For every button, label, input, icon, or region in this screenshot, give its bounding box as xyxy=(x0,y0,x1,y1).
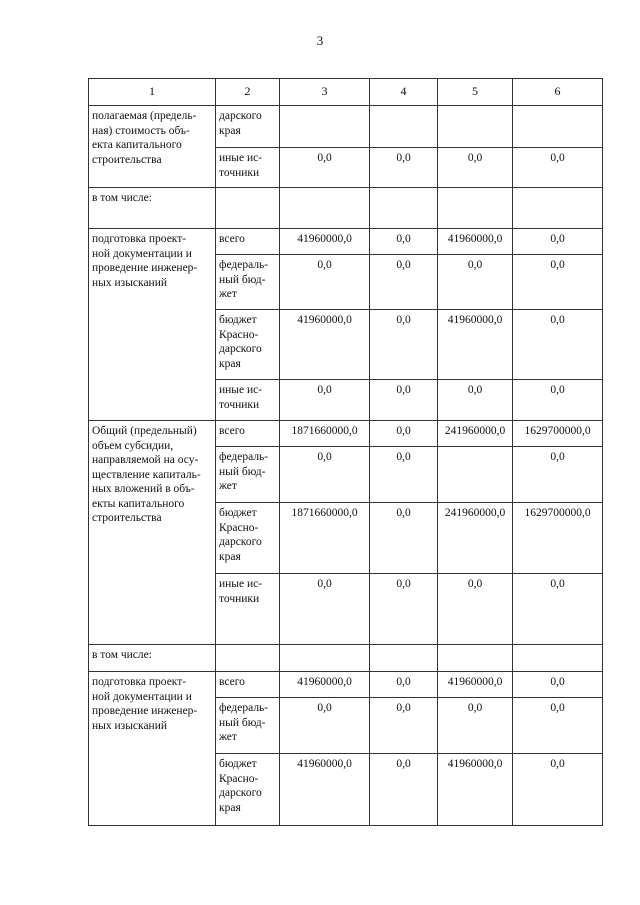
value-cell: 0,0 xyxy=(370,754,438,826)
funding-source: всего xyxy=(216,421,280,447)
section-label: подготовка проект- ной документации и проведение инженер- ных изысканий xyxy=(89,229,216,421)
value-cell: 41960000,0 xyxy=(280,310,370,380)
funding-source: бюджет Красно- дарского края xyxy=(216,754,280,826)
column-number: 6 xyxy=(513,79,603,106)
value-cell: 0,0 xyxy=(513,148,603,188)
value-cell: 0,0 xyxy=(513,310,603,380)
empty-cell xyxy=(280,645,370,672)
empty-cell xyxy=(216,645,280,672)
value-cell: 0,0 xyxy=(513,380,603,421)
value-cell: 0,0 xyxy=(513,754,603,826)
value-cell: 0,0 xyxy=(513,447,603,503)
value-cell: 1629700000,0 xyxy=(513,421,603,447)
value-cell: 41960000,0 xyxy=(438,310,513,380)
funding-source: дарского края xyxy=(216,106,280,148)
section-label: в том числе: xyxy=(89,645,216,672)
table-row xyxy=(89,188,603,229)
value-cell: 0,0 xyxy=(513,255,603,310)
value-cell: 0,0 xyxy=(438,380,513,421)
funding-source: федераль- ный бюд- жет xyxy=(216,255,280,310)
section-label: в том числе: xyxy=(89,188,216,229)
value-cell: 1871660000,0 xyxy=(280,503,370,574)
table-row xyxy=(89,672,603,698)
empty-cell xyxy=(370,188,438,229)
value-cell: 0,0 xyxy=(438,148,513,188)
value-cell: 0,0 xyxy=(438,574,513,645)
empty-cell xyxy=(513,645,603,672)
empty-cell xyxy=(280,188,370,229)
funding-source: иные ис- точники xyxy=(216,148,280,188)
table-row xyxy=(89,106,603,148)
funding-source: всего xyxy=(216,229,280,255)
value-cell xyxy=(280,106,370,148)
column-number: 3 xyxy=(280,79,370,106)
empty-cell xyxy=(216,188,280,229)
section-label: полагаемая (предель- ная) стоимость объ- екта капитального строительства xyxy=(89,106,216,188)
column-number-row xyxy=(89,79,603,106)
table-row xyxy=(89,645,603,672)
empty-cell xyxy=(513,188,603,229)
value-cell xyxy=(370,106,438,148)
budget-table xyxy=(88,78,603,826)
page-number: 3 xyxy=(316,33,324,48)
value-cell: 0,0 xyxy=(370,574,438,645)
value-cell: 0,0 xyxy=(513,698,603,754)
value-cell: 41960000,0 xyxy=(280,754,370,826)
table-row xyxy=(89,229,603,255)
value-cell xyxy=(438,447,513,503)
section-label: подготовка проект- ной документации и проведение инженер- ных изысканий xyxy=(89,672,216,826)
funding-source: бюджет Красно- дарского края xyxy=(216,310,280,380)
funding-source: федераль- ный бюд- жет xyxy=(216,447,280,503)
empty-cell xyxy=(438,188,513,229)
funding-source: федераль- ный бюд- жет xyxy=(216,698,280,754)
value-cell: 0,0 xyxy=(513,574,603,645)
value-cell: 0,0 xyxy=(370,447,438,503)
value-cell: 41960000,0 xyxy=(280,672,370,698)
value-cell: 0,0 xyxy=(370,672,438,698)
value-cell: 0,0 xyxy=(513,229,603,255)
value-cell: 1871660000,0 xyxy=(280,421,370,447)
table-row xyxy=(89,421,603,447)
value-cell: 41960000,0 xyxy=(280,229,370,255)
value-cell: 0,0 xyxy=(370,229,438,255)
value-cell: 0,0 xyxy=(370,421,438,447)
value-cell xyxy=(438,106,513,148)
value-cell: 0,0 xyxy=(370,310,438,380)
value-cell: 0,0 xyxy=(438,255,513,310)
value-cell: 0,0 xyxy=(280,380,370,421)
funding-source: иные ис- точники xyxy=(216,574,280,645)
value-cell: 1629700000,0 xyxy=(513,503,603,574)
value-cell: 0,0 xyxy=(370,698,438,754)
value-cell: 41960000,0 xyxy=(438,754,513,826)
column-number: 5 xyxy=(438,79,513,106)
value-cell: 0,0 xyxy=(370,380,438,421)
value-cell: 41960000,0 xyxy=(438,229,513,255)
value-cell: 41960000,0 xyxy=(438,672,513,698)
funding-source: бюджет Красно- дарского края xyxy=(216,503,280,574)
value-cell: 0,0 xyxy=(513,672,603,698)
value-cell: 241960000,0 xyxy=(438,421,513,447)
value-cell xyxy=(513,106,603,148)
column-number: 2 xyxy=(216,79,280,106)
column-number: 1 xyxy=(89,79,216,106)
empty-cell xyxy=(438,645,513,672)
funding-source: иные ис- точники xyxy=(216,380,280,421)
value-cell: 0,0 xyxy=(280,255,370,310)
value-cell: 0,0 xyxy=(370,148,438,188)
empty-cell xyxy=(370,645,438,672)
funding-source: всего xyxy=(216,672,280,698)
value-cell: 241960000,0 xyxy=(438,503,513,574)
column-number: 4 xyxy=(370,79,438,106)
value-cell: 0,0 xyxy=(370,503,438,574)
value-cell: 0,0 xyxy=(280,698,370,754)
value-cell: 0,0 xyxy=(280,447,370,503)
section-label: Общий (предельный) объем субсидии, направляемой на осу- ществление капиталь- ных вложений в объ- екты капитального строительства xyxy=(89,421,216,645)
value-cell: 0,0 xyxy=(370,255,438,310)
value-cell: 0,0 xyxy=(438,698,513,754)
value-cell: 0,0 xyxy=(280,148,370,188)
value-cell: 0,0 xyxy=(280,574,370,645)
